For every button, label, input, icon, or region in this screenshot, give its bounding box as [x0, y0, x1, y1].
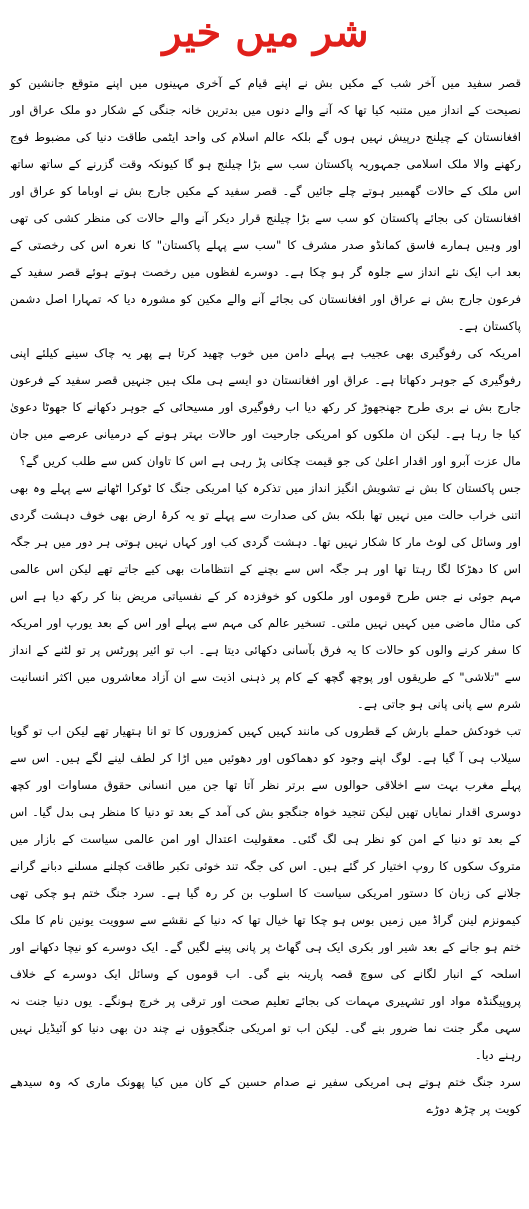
article-paragraph: قصر سفید میں آخر شب کے مکیں بش نے اپنے قیام کے آخری مہینوں میں اپنے متوقع جانشین کو نصیحت کے انداز میں متنبہ کیا تھا کہ آنے والے دنوں میں بدترین خانہ جنگی کے شکار دو ملک عراق اور افغانستان کے چیلنج درپیش نہیں ہوں گے بلکہ عالم اسلام کی واحد ایٹمی طاقت دنیا کی مضبوط فوج رکھنے والا ملک اسلامی جمہوریہ پاکستان سب سے بڑا چیلنج ہو گا کیونکہ وقت گزرنے کے ساتھ ساتھ اس ملک کے حالات گھمبیر ہوتے چلے جائیں گے۔ قصر سفید کے مکیں جارج بش نے اوباما کو عراق اور افغانستان کی بجائے پاکستان کو سب سے بڑا چیلنج قرار دیکر آنے والے حالات کی منظر کشی کی تھی اور وہیں ہمارے فاسق کمانڈو صدر مشرف کا "سب سے پہلے پاکستان" کا نعرہ اس کی رخصتی کے بعد اب ایک نئے انداز سے جلوہ گر ہو چکا ہے۔ دوسرے لفظوں میں رخصت ہوتے ہوئے قصر سفید کے فرعون جارج بش نے عراق اور افغانستان کی بجائے آنے والے مکین کو مشورہ دیا کہ تمہارا اصل دشمن پاکستان ہے۔	[10, 76, 521, 333]
article-paragraph: سرد جنگ ختم ہوتے ہی امریکی سفیر نے صدام حسین کے کان میں کیا پھونک ماری کہ وہ سیدھے کویت پر چڑھ دوڑے	[10, 1075, 521, 1116]
article-body	[10, 70, 521, 1123]
article-paragraph: جس پاکستان کا بش نے تشویش انگیز انداز میں تذکرہ کیا امریکی جنگ کا ٹوکرا اٹھانے سے پہلے وہ بھی اتنی خراب حالت میں نہیں تھا بلکہ بش کی صدارت سے پہلے تو یہ کرۂ ارض بھی خوف دہشت گردی اور وسائل کی لوٹ مار کا شکار نہیں تھا۔ دہشت گردی کب اور کہاں نہیں ہوتی ہر دور میں ہر جگہ اس کا دھڑکا لگا رہتا تھا اور ہر جگہ اس سے بچنے کے انتظامات بھی کیے جاتے تھے لیکن اس عالمی مہم جوئی نے جس طرح قوموں اور ملکوں کو خوفزدہ کر کے نفسیاتی مریض بنا کر رکھ دیا ہے اس کی مثال ماضی میں کہیں نہیں ملتی۔ تسخیر عالم کی مہم سے پہلے اور اس کے بعد یورپ اور امریکہ کا سفر کرنے والوں کو حالات کا یہ فرق بآسانی دکھائی دیتا ہے۔ اب تو ائیر پورٹس پر تو لٹنے کے انداز سے "تلاشی" کے طریقوں اور پوچھ گچھ کے کام پر ذہنی اذیت سے ان آزاد معاشروں میں اکثر انسانیت شرم سے پانی پانی ہو جاتی ہے۔	[10, 481, 521, 711]
article-paragraph: تب خودکش حملے بارش کے قطروں کی مانند کہیں کہیں کمزوروں کا تو انا ہتھیار تھے لیکن اب تو گویا سیلاب ہی آ گیا ہے۔ لوگ اپنے وجود کو دھماکوں اور دھوئیں میں اڑا کر لطف لینے لگے ہیں۔ اس سے پہلے مغرب بہت سے اخلاقی حوالوں سے برتر نظر آتا تھا جن میں انسانی حقوق مساوات اور کچھ دوسری اقدار نمایاں تھیں لیکن تنجید خواہ جنگجو بش کی آمد کے بعد تو دنیا کا منظر ہی بدل گیا۔ اس کے بعد تو دنیا کے امن کو نظر ہی لگ گئی۔ معقولیت اعتدال اور امن عالمی سیاست کے بازار میں متروک سکوں کا روپ اختیار کر گئے ہیں۔ اس کی جگہ تند خوئی تکبر طاقت کچلنے مسلنے دبانے گرانے جلانے کی زبان کا دستور امریکی سیاست کا اسلوب بن کر رہ گیا ہے۔ سرد جنگ ختم ہو چکی تھی کیمونزم لینن گراڈ میں زمیں بوس ہو چکا تھا خیال تھا کہ دنیا کے نقشے سے سوویت یونین نام کا ملک ختم ہو جانے کے بعد شیر اور بکری ایک ہی گھاٹ پر پانی پینے لگیں گے۔ ایک دوسرے کو نیچا دکھانے اور اسلحہ کے انبار لگانے کی سوچ قصہ پارینہ بنے گی۔ اب قوموں کے وسائل ایک دوسرے کے خلاف پروپیگنڈہ مواد اور تشہیری مہمات کی بجائے تعلیم صحت اور ترقی پر خرچ ہونگے۔ یوں دنیا جنت نہ سہی مگر جنت نما ضرور بنے گی۔ لیکن اب تو امریکی جنگجوؤں نے چند دن بھی دنیا کو آئیڈیل نہیں رہنے دیا۔	[10, 724, 521, 1062]
article-paragraph: امریکہ کی رفوگیری بھی عجیب ہے پہلے دامن میں خوب چھید کرتا ہے پھر یہ چاک سینے کیلئے اپنی رفوگیری کے جوہر دکھاتا ہے۔ عراق اور افغانستان دو ایسے ہی ملک ہیں جنہیں قصر سفید کے فرعون جارج بش نے بری طرح جھنجھوڑ کر رکھ دیا اب رفوگیری اور مسیحائی کے جوہر دکھانے کا جھوٹا دعویٰ کیا جا رہا ہے۔ لیکن ان ملکوں کو امریکی جارحیت اور حالات بہتر ہونے کے درمیانی عرصے میں جان مال عزت آبرو اور اقدار اعلیٰ کی جو قیمت چکانی پڑ رہی ہے اس کا تاوان کس سے طلب کریں گے؟	[10, 346, 521, 468]
article-title: شر میں خیر	[162, 9, 369, 56]
